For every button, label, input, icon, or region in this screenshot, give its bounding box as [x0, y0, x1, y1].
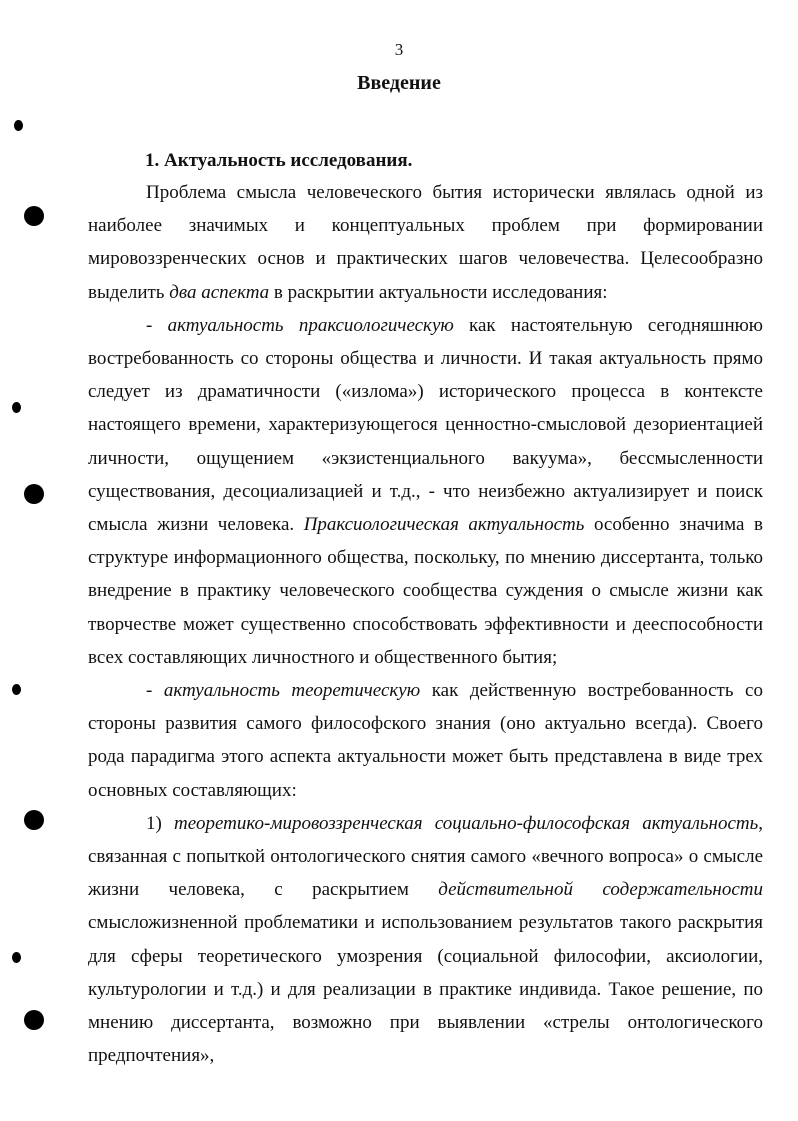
- italic-run: два аспекта: [169, 281, 270, 303]
- paragraph-2: [88, 309, 763, 674]
- binder-hole-mark: [24, 810, 44, 830]
- italic-run: действительной содержательности: [438, 879, 763, 901]
- italic-run: актуальность праксиологическую: [167, 314, 454, 336]
- text-run: Проблема смысла человеческого бытия исторически являлась одной из наиболее значимых и концептуальных проблем при формировании мировоззренческих основ и практических шагов человечества. Целесообразно выделить: [88, 182, 763, 303]
- page-number: 3: [394, 40, 404, 59]
- italic-run: актуальность теоретическую: [163, 680, 421, 702]
- binder-hole-mark: [12, 402, 21, 413]
- text-run: , связанная с попыткой онтологического снятия самого «вечного вопроса» о смысле жизни человека, с раскрытием: [88, 812, 763, 901]
- italic-run: Праксиологическая актуальность: [303, 514, 585, 536]
- text-run: -: [146, 680, 164, 702]
- binder-hole-mark: [12, 684, 21, 695]
- text-run: -: [146, 314, 168, 336]
- binder-hole-mark: [14, 120, 23, 131]
- text-run: как действенную востребованность со стороны развития самого философского знания (оно актуально всегда). Своего рода парадигма этого аспекта актуальности может быть представлена в виде трех основных составляющих:: [88, 680, 763, 801]
- italic-run: теоретико-мировоззренческая социально-философская актуальность: [174, 812, 759, 834]
- binder-hole-mark: [24, 206, 44, 226]
- section-heading: 1. Актуальность исследования.: [145, 150, 413, 171]
- page-title: Введение: [357, 72, 441, 94]
- binder-hole-mark: [24, 484, 44, 504]
- text-run: особенно значима в структуре информационного общества, поскольку, по мнению диссертанта, только внедрение в практику человеческого сообщества суждения о смысле жизни как творчестве может существенно способствовать эффективности и дееспособности всех составляющих личностного и общественного бытия;: [88, 514, 763, 668]
- text-run: в раскрытии актуальности исследования:: [269, 281, 608, 303]
- body-text: [88, 176, 763, 1072]
- paragraph-1: [88, 176, 763, 309]
- text-run: смысложизненной проблематики и использованием результатов такого раскрытия для сферы теоретического умозрения (социальной философии, аксиологии, культурологии и т.д.) и для реализации в практике индивида. Такое решение, по мнению диссертанта, возможно при выявлении «стрелы онтологического предпочтения»,: [88, 912, 763, 1067]
- text-run: 1): [146, 812, 175, 834]
- paragraph-3: [88, 674, 763, 807]
- text-run: как настоятельную сегодняшнюю востребованность со стороны общества и личности. И такая актуальность прямо следует из драматичности («излома») исторического процесса в контексте настоящего времени, характеризующегося ценностно-смысловой дезориентацией личности, ощущением «экзистенциального вакуума», бессмысленности существования, десоциализацией и т.д., - что неизбежно актуализирует и поиск смысла жизни человека.: [88, 314, 763, 536]
- binder-hole-mark: [12, 952, 21, 963]
- binder-hole-mark: [24, 1010, 44, 1030]
- paragraph-4: [88, 807, 763, 1073]
